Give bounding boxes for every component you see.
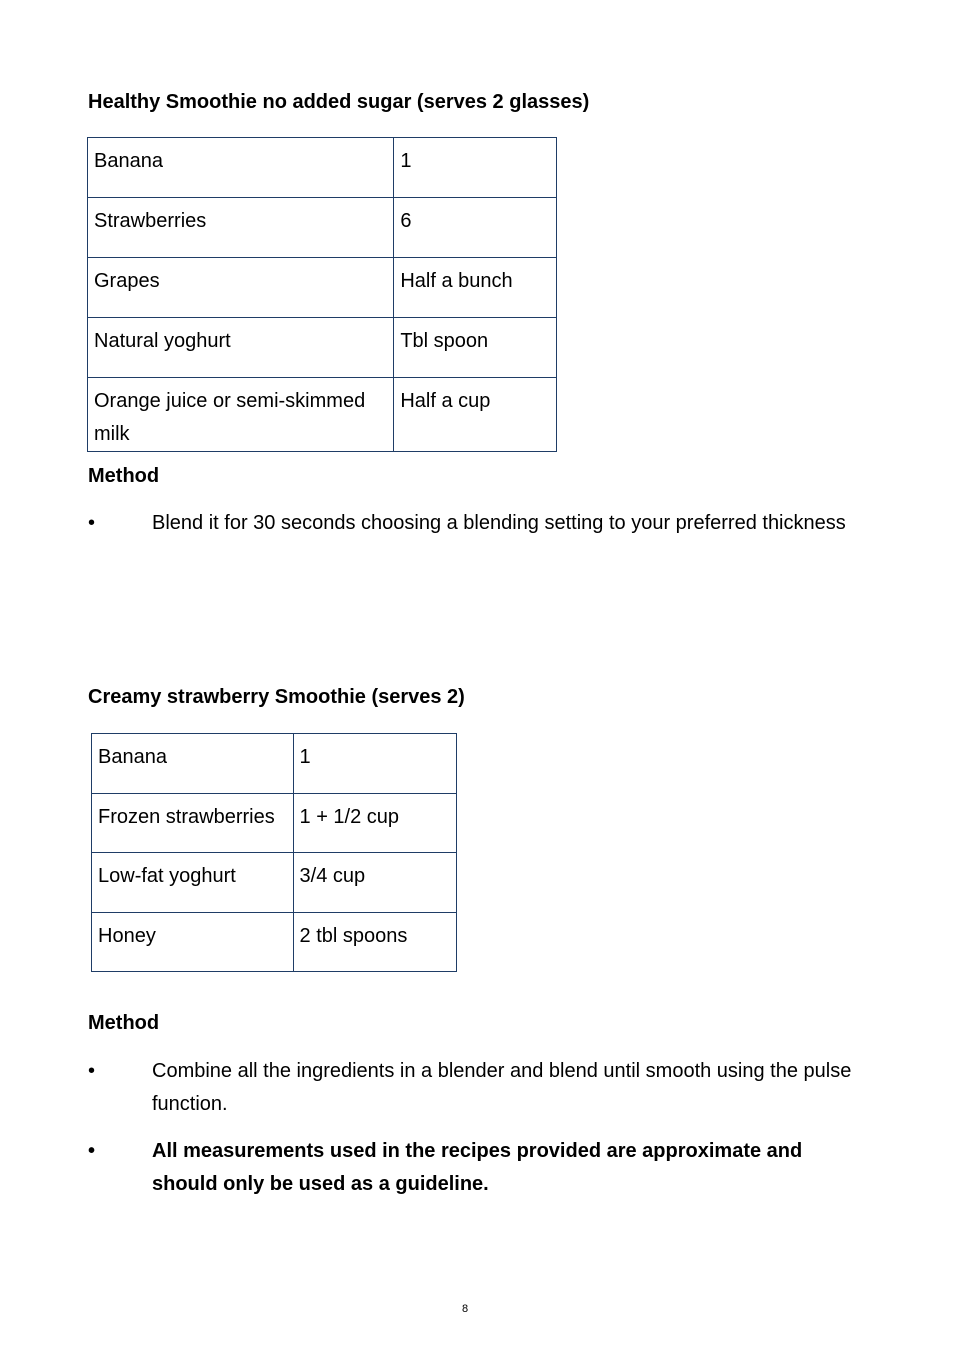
bullet-icon: • xyxy=(88,1060,96,1082)
bullet-icon: • xyxy=(88,1140,96,1162)
table-row xyxy=(92,853,457,913)
ingredient-amount: 1 + 1/2 cup xyxy=(293,793,456,853)
ingredient-name: Low-fat yoghurt xyxy=(92,853,294,913)
table-row xyxy=(88,318,557,378)
ingredient-amount: 2 tbl spoons xyxy=(293,912,456,972)
ingredient-name: Strawberries xyxy=(88,198,394,258)
bullet-icon: • xyxy=(88,512,96,534)
ingredient-amount: 6 xyxy=(394,198,557,258)
table-row xyxy=(88,198,557,258)
page-number: 8 xyxy=(461,1303,469,1315)
ingredient-name: Grapes xyxy=(88,258,394,318)
ingredient-amount: 1 xyxy=(394,138,557,198)
table-row xyxy=(88,138,557,198)
recipe1-method-heading: Method xyxy=(88,465,160,487)
recipe2-title: Creamy strawberry Smoothie (serves 2) xyxy=(88,686,465,708)
ingredient-amount: Half a bunch xyxy=(394,258,557,318)
method-note-text: All measurements used in the recipes provided are approximate and should only be used as a guideline. xyxy=(152,1140,803,1195)
ingredient-name: Natural yoghurt xyxy=(88,318,394,378)
ingredient-amount: 1 xyxy=(293,734,456,794)
method-step-text: Blend it for 30 seconds choosing a blending setting to your preferred thickness xyxy=(152,512,846,534)
recipe1-ingredients-table xyxy=(87,137,557,452)
ingredient-name: Banana xyxy=(88,138,394,198)
table-row xyxy=(92,912,457,972)
ingredient-name: Banana xyxy=(92,734,294,794)
ingredient-amount: Tbl spoon xyxy=(394,318,557,378)
recipe2-ingredients-table xyxy=(91,733,457,972)
table-row xyxy=(92,734,457,794)
ingredient-name: Frozen strawberries xyxy=(92,793,294,853)
recipe1-title: Healthy Smoothie no added sugar (serves 2 glasses) xyxy=(88,91,590,113)
table-row xyxy=(92,793,457,853)
ingredient-amount: Half a cup xyxy=(394,378,557,452)
table-row xyxy=(88,258,557,318)
ingredient-amount: 3/4 cup xyxy=(293,853,456,913)
recipe2-method-heading: Method xyxy=(88,1012,160,1034)
table-row xyxy=(88,378,557,452)
ingredient-name: Orange juice or semi-skimmed milk xyxy=(88,378,394,452)
ingredient-name: Honey xyxy=(92,912,294,972)
method-step-text: Combine all the ingredients in a blender and blend until smooth using the pulse function. xyxy=(152,1060,852,1115)
